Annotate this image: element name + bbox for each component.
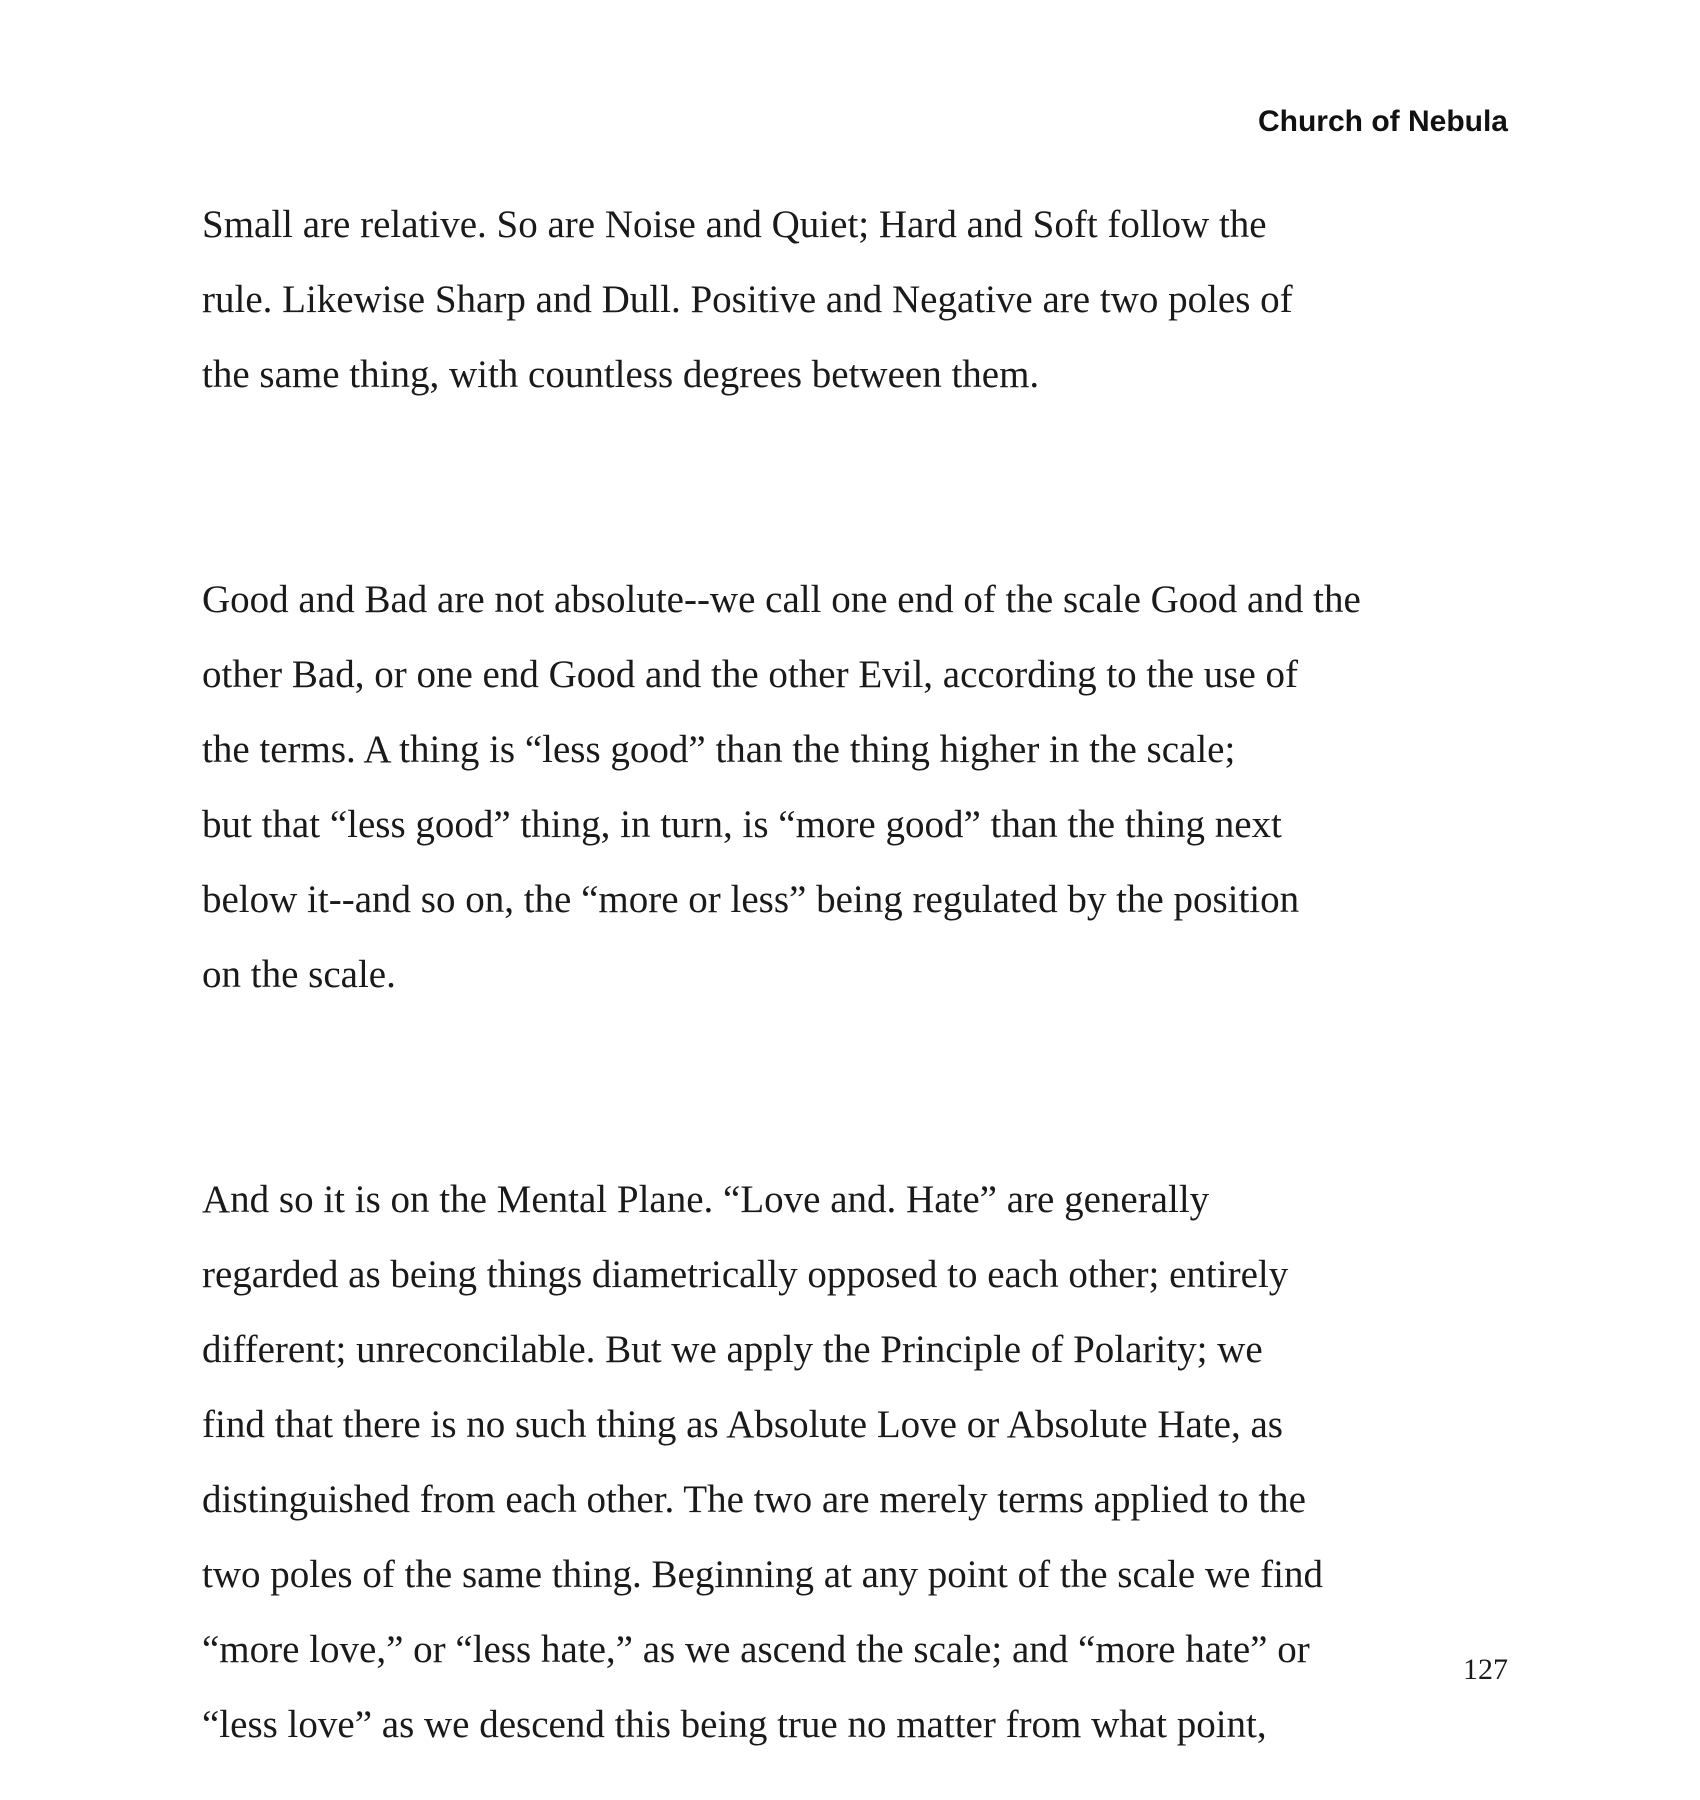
text-line: on the scale. <box>202 953 396 996</box>
page-number: 127 <box>1463 1653 1508 1686</box>
paragraph-spacer <box>202 412 1532 562</box>
text-line: “less love” as we descend this being true no matter from what point, <box>202 1703 1267 1746</box>
running-head-title: Church of Nebula <box>1257 105 1508 138</box>
text-line: the terms. A thing is “less good” than the thing higher in the scale; <box>202 728 1236 771</box>
text-line: the same thing, with countless degrees between them. <box>202 353 1040 396</box>
text-line: Good and Bad are not absolute--we call one end of the scale Good and the <box>202 578 1361 621</box>
text-line: other Bad, or one end Good and the other Evil, according to the use of <box>202 653 1299 696</box>
text-line: different; unreconcilable. But we apply the Principle of Polarity; we <box>202 1328 1263 1371</box>
paragraph-1 <box>202 187 1532 412</box>
text-line: “more love,” or “less hate,” as we ascend the scale; and “more hate” or <box>202 1628 1310 1671</box>
text-line: rule. Likewise Sharp and Dull. Positive and Negative are two poles of <box>202 278 1293 321</box>
paragraph-3 <box>202 1162 1532 1762</box>
text-line: And so it is on the Mental Plane. “Love and. Hate” are generally <box>202 1178 1210 1221</box>
text-line: regarded as being things diametrically opposed to each other; entirely <box>202 1253 1289 1296</box>
text-line: distinguished from each other. The two are merely terms applied to the <box>202 1478 1306 1521</box>
body-text <box>202 187 1532 1762</box>
text-line: two poles of the same thing. Beginning at any point of the scale we find <box>202 1553 1324 1596</box>
text-line: Small are relative. So are Noise and Quiet; Hard and Soft follow the <box>202 203 1267 246</box>
text-line: but that “less good” thing, in turn, is “more good” than the thing next <box>202 803 1282 846</box>
paragraph-spacer <box>202 1012 1532 1162</box>
text-line: below it--and so on, the “more or less” being regulated by the position <box>202 878 1300 921</box>
text-line: find that there is no such thing as Absolute Love or Absolute Hate, as <box>202 1403 1283 1446</box>
paragraph-2 <box>202 562 1532 1012</box>
